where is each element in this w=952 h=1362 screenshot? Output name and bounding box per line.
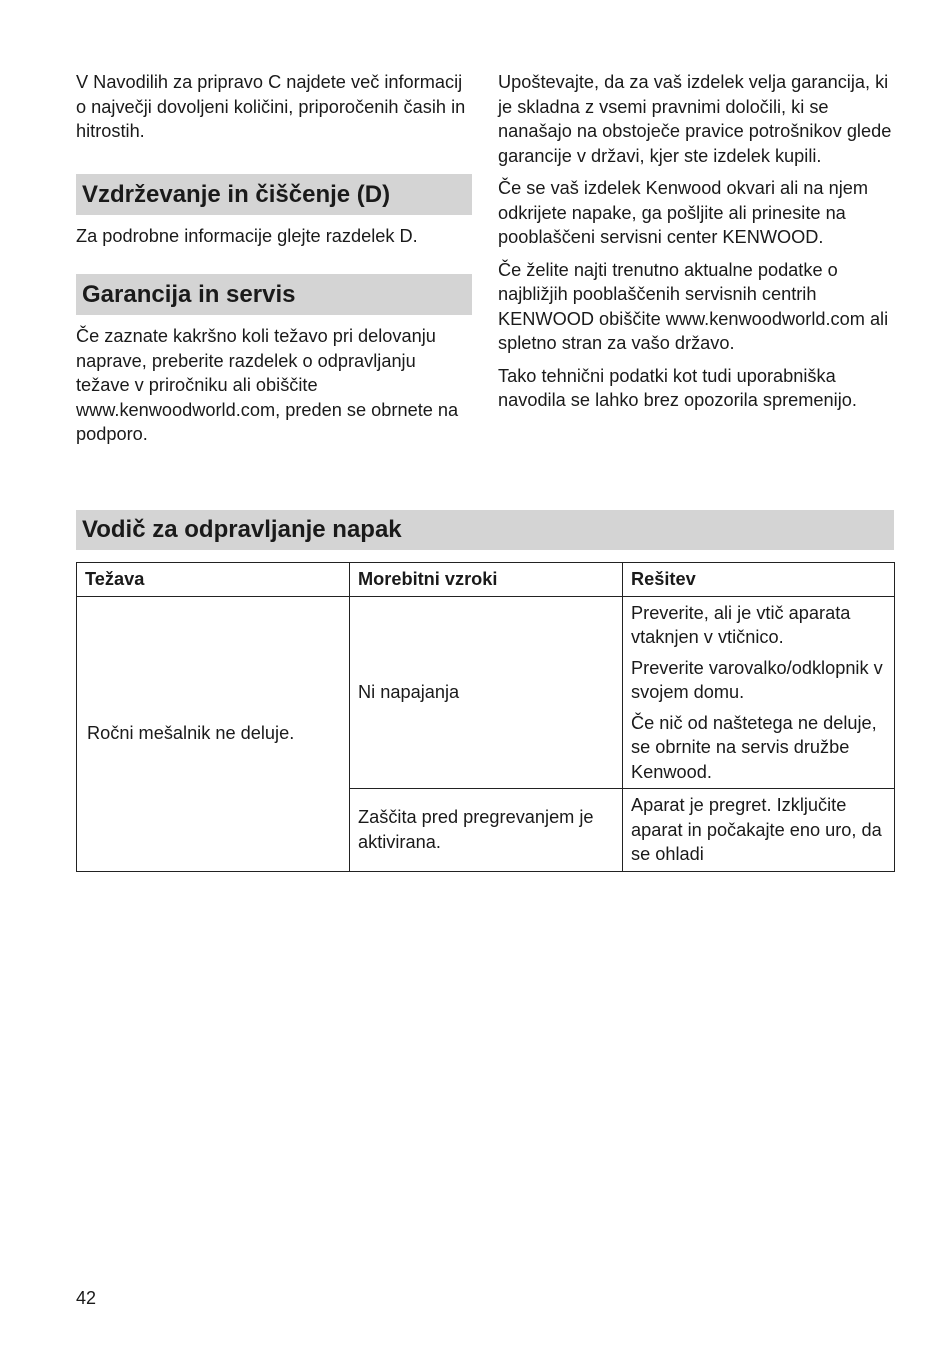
warranty-text: Če zaznate kakršno koli težavo pri delovanju naprave, preberite razdelek o odpravljanju težave v priročniku ali obiščite www.kenwoodworld.com, preden se obrnete na podporo.: [76, 326, 459, 444]
solution-item: Preverite varovalko/odklopnik v svojem domu.: [631, 657, 883, 702]
cause-cell-2: Zaščita pred pregrevanjem je aktivirana.: [350, 789, 623, 872]
warranty-paragraph-3: Če želite najti trenutno aktualne podatke o najbližjih pooblaščenih servisnih centrih KENWOOD obiščite www.kenwoodworld.com ali spletno stran za vašo državo.: [498, 259, 889, 353]
warranty-paragraph-4: Tako tehnični podatki kot tudi uporabniška navodila se lahko brez opozorila spremenijo.: [498, 365, 857, 410]
header-solution: Rešitev: [623, 563, 895, 597]
warranty-paragraph-1: Upoštevajte, da za vaš izdelek velja garancija, ki je skladna z vsemi pravnimi določili, ki se nanašajo na obstoječe pravice potrošnikov glede garancije v državi, kjer ste izdelek kupili.: [498, 72, 892, 166]
header-problem: Težava: [77, 563, 350, 597]
solution-cell-1: [623, 596, 895, 789]
solution-cell-2: Aparat je pregret. Izključite aparat in počakajte eno uro, da se ohladi: [623, 789, 895, 872]
intro-text: V Navodilih za pripravo C najdete več informacij o največji dovoljeni količini, priporočenih časih in hitrostih.: [76, 72, 466, 141]
maintenance-heading: Vzdrževanje in čiščenje (D): [76, 174, 472, 215]
warranty-heading: Garancija in servis: [76, 274, 472, 315]
table-header-row: [77, 563, 895, 597]
warranty-paragraph-2: Če se vaš izdelek Kenwood okvari ali na njem odkrijete napake, ga pošljite ali prinesite na pooblaščeni servisni center KENWOOD.: [498, 178, 869, 247]
problem-cell: Ročni mešalnik ne deluje.: [77, 596, 350, 871]
right-column: [498, 70, 898, 413]
solution-item: Če nič od naštetega ne deluje, se obrnite na servis družbe Kenwood.: [631, 712, 877, 782]
page-number: 42: [76, 1288, 97, 1308]
troubleshooting-heading: Vodič za odpravljanje napak: [76, 510, 894, 550]
solution-item: Preverite, ali je vtič aparata vtaknjen v vtičnico.: [631, 602, 851, 647]
maintenance-text: Za podrobne informacije glejte razdelek D.: [76, 225, 418, 246]
left-column: [76, 70, 472, 447]
table-row: [77, 596, 895, 789]
troubleshooting-table: [76, 562, 895, 872]
header-cause: Morebitni vzroki: [350, 563, 623, 597]
cause-cell-1: Ni napajanja: [350, 596, 623, 789]
